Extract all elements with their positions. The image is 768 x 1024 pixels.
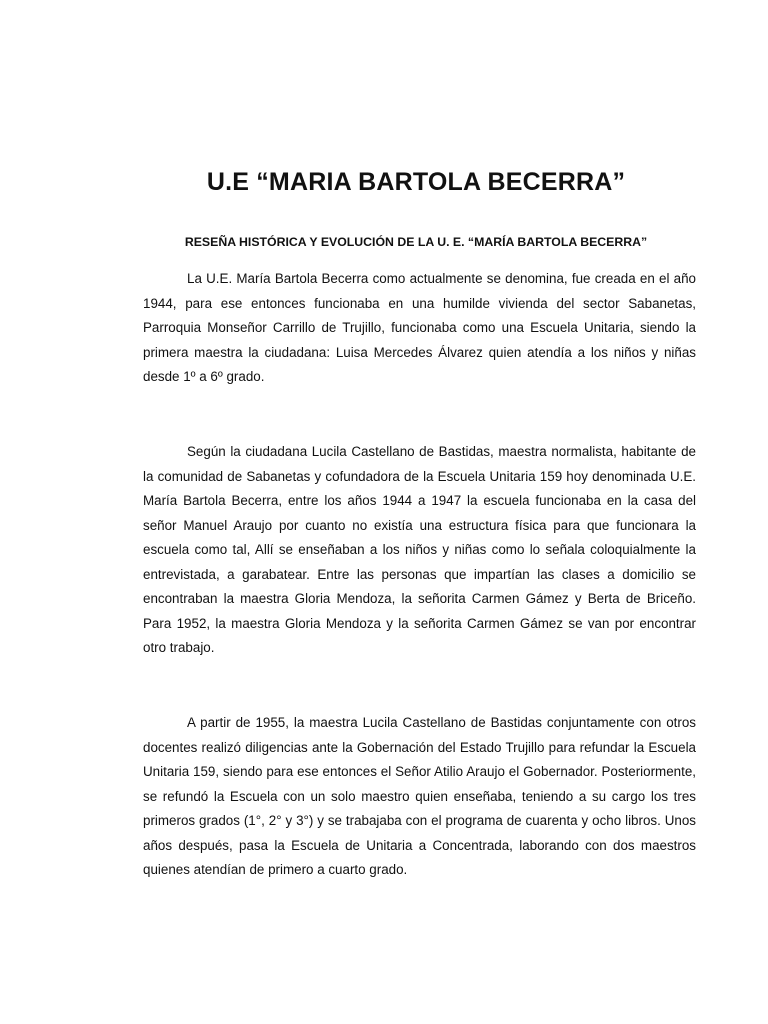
paragraph-founding: La U.E. María Bartola Becerra como actualmente se denomina, fue creada en el año 1944, para ese entonces funcionaba en una humilde vivienda del sector Sabanetas, Parroquia Monseñor Carrillo de Trujillo, funcionaba como una Escuela Unitaria, siendo la primera maestra la ciudadana: Luisa Mercedes Álvarez quien atendía a los niños y niñas desde 1º a 6º grado. <box>143 271 696 384</box>
paragraph-refounding: A partir de 1955, la maestra Lucila Castellano de Bastidas conjuntamente con otros docentes realizó diligencias ante la Gobernación del Estado Trujillo para refundar la Escuela Unitaria 159, siendo para ese entonces el Señor Atilio Araujo el Gobernador. Posteriormente, se refundó la Escuela con un solo maestro quien enseñaba, teniendo a su cargo los tres primeros grados (1°, 2° y 3°) y se trabajaba con el programa de cuarenta y ocho libros. Unos años después, pasa la Escuela de Unitaria a Concentrada, laborando con dos maestros quienes atendían de primero a cuarto grado. <box>143 715 696 877</box>
document-subtitle: RESEÑA HISTÓRICA Y EVOLUCIÓN DE LA U. E. “MARÍA BARTOLA BECERRA” <box>184 235 648 249</box>
paragraph-early-history: Según la ciudadana Lucila Castellano de Bastidas, maestra normalista, habitante de la comunidad de Sabanetas y cofundadora de la Escuela Unitaria 159 hoy denominada U.E. María Bartola Becerra, entre los años 1944 a 1947 la escuela funcionaba en la casa del señor Manuel Araujo por cuanto no existía una estructura física para que funcionara la escuela como tal, Allí se enseñaban a los niños y niñas como lo señala coloquialmente la entrevistada, a garabatear. Entre las personas que impartían las clases a domicilio se encontraban la maestra Gloria Mendoza, la señorita Carmen Gámez y Berta de Briceño. Para 1952, la maestra Gloria Mendoza y la señorita Carmen Gámez se van por encontrar otro trabajo. <box>143 444 696 655</box>
document-title: U.E “MARIA BARTOLA BECERRA” <box>206 168 626 196</box>
